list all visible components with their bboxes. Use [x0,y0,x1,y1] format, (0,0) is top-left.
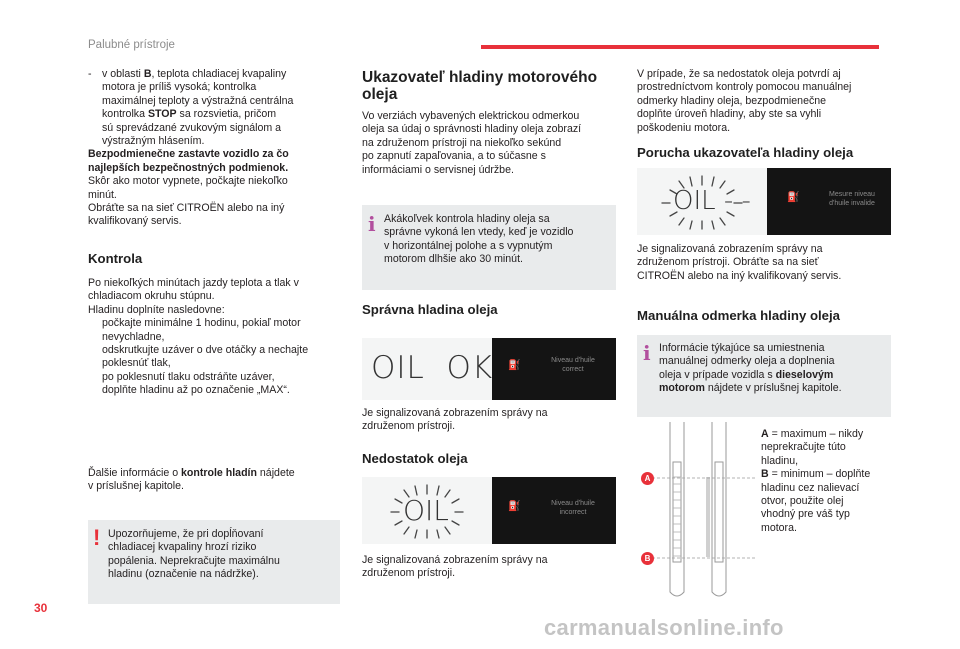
warning-box [88,520,340,604]
display-oil-low [362,477,616,544]
legend-line: otvor, použite olej [761,495,844,508]
legend-line: motora. [761,521,797,534]
info-line: Informácie týkajúce sa umiestnenia [659,342,825,354]
display-right-text [813,190,891,208]
display-line: Niveau d'huile [551,357,595,364]
bullet-item [88,317,348,344]
intro-line: oleja sa údaj o správnosti hladiny oleja zobrazí [362,123,582,136]
more-info-line: v príslušnej kapitole. [88,480,184,493]
legend-line: A = maximum – nikdy [761,428,864,440]
intro-line: informáciami o servisnej údržbe. [362,163,514,176]
intro-line: po zapnutí zapaľovania, a to súčasne s [362,150,546,163]
heading-line: Ukazovateľ hladiny motorového [362,69,598,86]
bullet-marker [88,317,102,344]
warning-icon: ! [93,525,101,550]
bullet-item [88,344,348,371]
warning-line: v oblasti B, teplota chladiacej kvapaliny [102,68,287,80]
more-info-line: Ďalšie informácie o kontrole hladín nájdete [88,467,295,479]
correct-level-heading: Správna hladina oleja [362,302,498,317]
caption-line: Je signalizovaná zobrazením správy na [362,554,548,566]
info-line: Akákoľvek kontrola hladiny oleja sa [384,213,550,225]
after-line: Obráťte sa na sieť CITROËN alebo na iný [88,202,285,215]
info-box [362,205,616,290]
kontrola-intro-line: Po niekoľkých minútach jazdy teplota a tlak v [88,277,299,289]
bullet-line: po poklesnutí tlaku odstráňte uzáver, [102,370,275,383]
warning-line: motora je príliš vysoká; kontrolka [102,81,257,94]
intro-line: V prípade, že sa nedostatok oleja potvrdí aj [637,68,841,80]
info-box-dipstick [637,335,891,417]
callout-b: B [641,552,654,565]
oil-low-text: OIL [403,494,449,527]
bullet-marker [88,344,102,371]
bullet-item [88,384,348,397]
bullet-line: doplňte hladinu až po označenie „MAX“. [102,384,290,397]
oil-ok-text: OIL OK [371,350,494,386]
warning-box-line: Upozorňujeme, že pri dopĺňovaní [108,528,264,540]
display-oil-fault [637,168,891,235]
intro-line: poškodeniu motora. [637,121,731,134]
kontrola-intro-line: Hladinu doplníte nasledovne: [88,303,225,316]
watermark: carmanualsonline.info [544,615,784,640]
info-line: správne vykoná len vtedy, keď je vozidlo [384,226,574,239]
col3-intro [637,68,895,135]
bold-line: Bezpodmienečne zastavte vozidlo za čo [88,148,289,161]
bullet-marker [88,384,102,397]
oil-fault-text: OIL - - [673,186,751,216]
intro-line: na združenom prístroji na niekoľko sekúnd [362,136,562,149]
bullet-line: odskrutkujte uzáver o dve otáčky a nechajte [102,344,309,357]
low-caption [362,554,617,581]
bullet-marker [88,371,102,384]
running-header: Palubné prístroje [88,39,175,51]
info-line: motorom nájdete v príslušnej kapitole. [659,382,842,395]
intro-line: odmerky hladiny oleja, bezpodmienečne [637,94,827,107]
legend-line: hladinu cez nalievací [761,481,860,494]
info-line: oleja v prípade vozidla s dieselovým [659,368,834,381]
display-line: Mesure niveau [829,191,875,198]
legend-line: hladinu, [761,454,799,467]
kontrola-text [88,277,348,398]
display-line: correct [562,366,584,373]
dash-marker: - [88,68,92,80]
bold-line: najlepších bezpečnostných podmienok. [88,161,289,174]
legend-line: B = minimum – doplňte [761,468,871,481]
heading-line: oleja [362,86,398,103]
display-oil-ok [362,338,616,400]
dipstick-illustration [640,422,760,600]
fault-heading: Porucha ukazovateľa hladiny oleja [637,145,854,160]
oil-indicator-intro [362,110,617,177]
bullet-item [88,371,348,384]
bullet-line: nevychladne, [102,330,165,343]
oil-can-icon: ⛽ [508,360,521,371]
page-number: 30 [34,601,48,615]
caption-line: združenom prístroji. [362,567,456,580]
bullet-line: poklesnúť tlak, [102,357,171,370]
intro-line: Vo verziách vybavených elektrickou odmerkou [362,110,580,122]
warning-dash-item [88,68,343,148]
oil-indicator-heading [362,69,617,103]
warning-line: výstražným hlásením. [102,135,205,148]
warning-line: sú sprevádzané zvukovým signálom a [102,121,282,134]
warning-box-line: popálenia. Neprekračujte maximálnu [108,554,280,567]
after-line: Skôr ako motor vypnete, počkajte niekoľko [88,175,288,188]
oil-can-icon: ⛽ [787,192,800,203]
legend-line: neprekračujte túto [761,441,846,454]
intro-line: doplňte úroveň hladiny, aby ste sa vyhli [637,108,822,121]
info-icon: i [368,212,376,236]
more-info-text [88,467,348,494]
oil-can-icon: ⛽ [508,501,521,512]
bullet-line: počkajte minimálne 1 hodinu, pokiaľ motor [102,317,301,330]
caption-line: Je signalizovaná zobrazením správy na [637,243,823,255]
caption-line: Je signalizovaná zobrazením správy na [362,407,548,419]
caption-line: združenom prístroji. Obráťte sa na sieť [637,256,819,269]
warning-line: maximálnej teploty a výstražná centrálna [102,94,294,107]
display-line: incorrect [559,509,587,516]
caption-line: združenom prístroji. [362,420,456,433]
fault-caption [637,243,895,283]
warning-box-line: hladinu (označenie na nádržke). [108,568,259,581]
after-line: kvalifikovaný servis. [88,215,182,228]
after-line: minút. [88,188,117,201]
legend-line: vhodný pre váš typ [761,508,850,521]
caption-line: CITROËN alebo na iný kvalifikovaný servis. [637,269,842,282]
info-icon: i [643,341,651,365]
header-rule [481,45,879,49]
warning-line: kontrolka STOP sa rozsvietia, pričom [102,108,277,121]
info-line: manuálnej odmerky oleja a doplnenia [659,355,835,368]
warning-box-line: chladiacej kvapaliny hrozí riziko [108,541,257,554]
low-oil-heading: Nedostatok oleja [362,451,468,466]
callout-a: A [641,472,654,485]
correct-caption [362,407,617,434]
manual-dipstick-heading: Manuálna odmerka hladiny oleja [637,308,840,323]
kontrola-heading: Kontrola [88,251,143,266]
info-line: v horizontálnej polohe a s vypnutým [384,239,553,252]
intro-line: prostredníctvom kontroly pomocou manuálnej [637,81,852,94]
display-right-text [534,356,612,374]
display-line: Niveau d'huile [551,500,595,507]
display-right-text [534,499,612,517]
dipstick-legend [761,428,896,535]
info-line: motorom dlhšie ako 30 minút. [384,253,523,266]
display-line: d'huile invalide [829,200,875,207]
col1-warning-text [88,68,343,229]
kontrola-intro-line: chladiacom okruhu stúpnu. [88,290,215,303]
